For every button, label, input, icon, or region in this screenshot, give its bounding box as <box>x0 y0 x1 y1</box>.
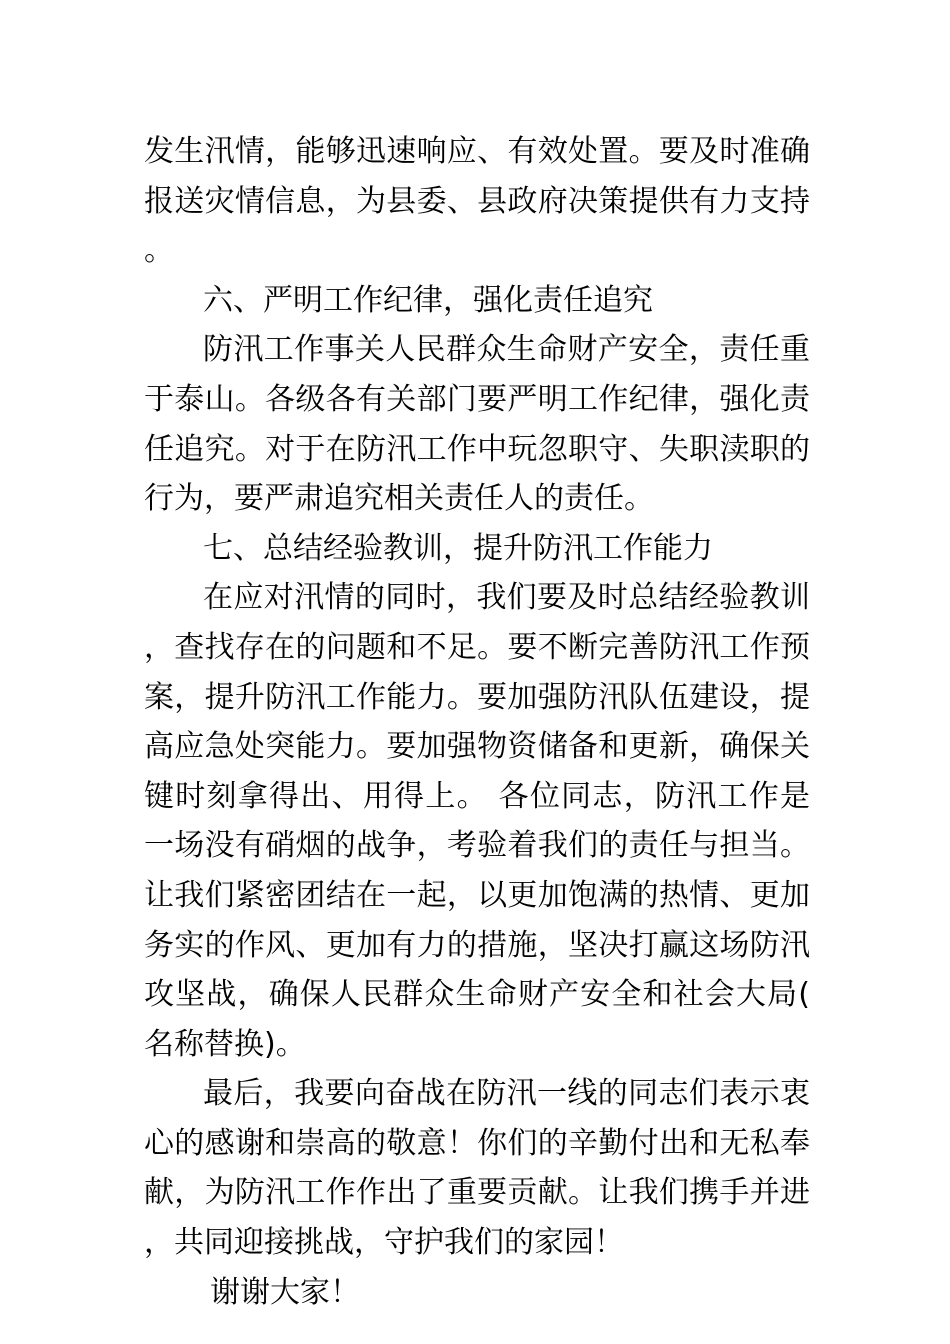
section-heading-seven: 七、总结经验教训，提升防汛工作能力 <box>203 530 713 566</box>
section-heading-six: 六、严明工作纪律，强化责任追究 <box>203 282 653 318</box>
paragraph-continuation: 发生汛情，能够迅速响应、有效处置。要及时准确报送灾情信息，为县委、县政府决策提供有力支持。 <box>144 134 810 269</box>
paragraph-discipline: 防汛工作事关人民群众生命财产安全，责任重于泰山。各级各有关部门要严明工作纪律，强化责任追究。对于在防汛工作中玩忽职守、失职渎职的行为，要严肃追究相关责任人的责任。 <box>144 332 810 517</box>
paragraph-thanks: 最后，我要向奋战在防汛一线的同志们表示衷心的感谢和崇高的敬意！你们的辛勤付出和无私奉献，为防汛工作作出了重要贡献。让我们携手并进，共同迎接挑战，守护我们的家园！ <box>144 1076 810 1261</box>
closing-line: 谢谢大家！ <box>210 1274 360 1310</box>
paragraph-lessons: 在应对汛情的同时，我们要及时总结经验教训，查找存在的问题和不足。要不断完善防汛工作预案，提升防汛工作能力。要加强防汛队伍建设，提高应急处突能力。要加强物资储备和更新，确保关键时刻拿得出、用得上。 各位同志，防汛工作是一场没有硝烟的战争，考验着我们的责任与担当。让我们紧密团结在一起，以更加饱满的热情、更加务实的作风、更加有力的措施，坚决打赢这场防汛攻坚战，确保人民群众生命财产安全和社会大局(名称替换)。 <box>144 580 810 1062</box>
document-body <box>144 127 810 1317</box>
